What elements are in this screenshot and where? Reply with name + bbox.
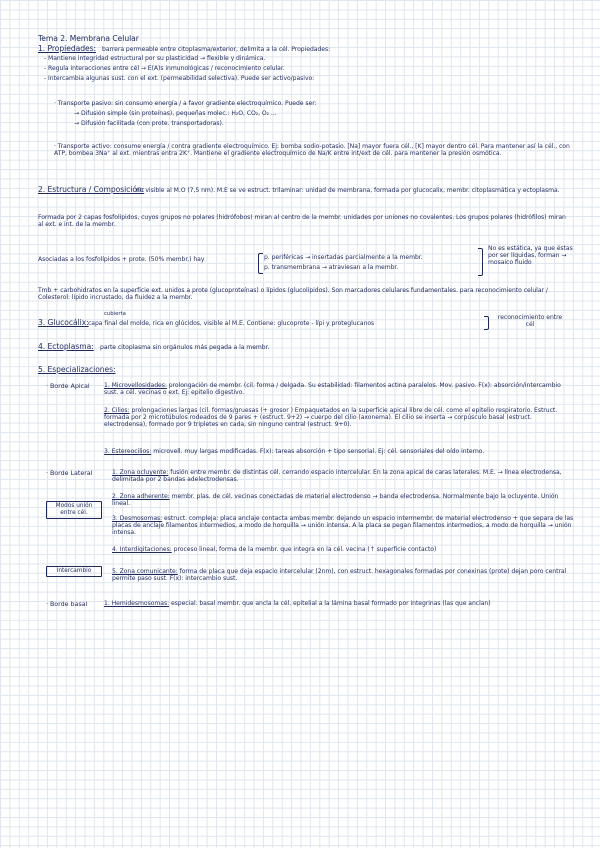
lateral-item — [112, 469, 574, 483]
section-1-bullet: - Regula interacciones entre cél → E(A)s inmunológicas / reconocimiento celular. — [44, 65, 285, 72]
basal-item-text: especial. basal membr. que ancla la cél. epitelial a la lámina basal formado por integrinas (las que anclan) — [170, 600, 491, 607]
lateral-item-name: 2. Zona adherente: — [112, 493, 170, 500]
glucocalix-annotation: cubierta — [104, 311, 126, 317]
basal-item-name: 1. Hemidesmosomas: — [104, 600, 170, 607]
section-1-intro: barrera permeable entre citoplasma/exterior, delimita a la cél. Propiedades: — [102, 46, 331, 53]
apical-item-text: microvell. muy largas modificadas. F(x): tareas absorción + tipo sensorial. Ej: cél. sensoriales del oído interno. — [153, 448, 485, 455]
borde-lateral-label: · Borde Lateral — [46, 469, 93, 477]
apical-item — [104, 448, 574, 455]
section-4-heading: 4. Ectoplasma: — [38, 342, 94, 351]
apical-item — [104, 382, 574, 396]
borde-basal-label: · Borde basal — [46, 600, 88, 608]
lateral-item — [112, 568, 574, 582]
lateral-item-text: forma de placa que deja espacio intercelular (2nm), con estruct. hexagonales formadas por conexinas (prote) dejan poro central permite paso sust. F(x): intercambio sust. — [112, 568, 567, 583]
glucocalix-note: reconocimiento entre cél — [497, 314, 563, 329]
mosaic-brace — [478, 248, 483, 276]
page-title: Tema 2. Membrana Celular — [38, 34, 139, 43]
section-5-heading: 5. Especializaciones: — [38, 365, 116, 374]
lateral-item-text: membr. plas. de cél. vecinas conectadas de material electrodenso → banda electrodensa. Normalmente bajo la ocluyente. Unión lineal. — [112, 493, 559, 508]
proteins-lead: Asociadas a los fosfolípidos + prote. (50% membr.) hay — [38, 256, 205, 263]
lateral-item — [112, 493, 574, 507]
section-4-text: parte citoplasma sin orgánulos más pegada a la membr. — [100, 344, 270, 351]
transport-pasivo: · Transporte pasivo: sin consumo energía / a favor gradiente electroquímico. Puede ser: — [54, 100, 317, 107]
section-2-intro: no visible al M.O (7,5 nm). M.E se ve estruct. trilaminar: unidad de membrana, formada por glucocalix, membr. citoplasmática y ectoplasma. — [136, 187, 560, 194]
apical-item-name: 1. Microvellosidades: — [104, 382, 167, 389]
lateral-item — [112, 515, 574, 537]
section-2-p2: Tmb + carbohidratos en la superficie ext. unidos a prote (glucoproteínas) o lípidos (glucolípidos). Son marcadores celulares fundamentales. para reconocimiento celular / Colesterol: lípido incrustado, da fluidez a la membr. — [38, 287, 548, 302]
basal-item — [104, 600, 574, 607]
section-1-bullet: - Intercambia algunas sust. con el ext. (permeabilidad selectiva). Puede ser activo/pasivo: — [44, 75, 315, 82]
apical-item — [104, 407, 574, 429]
mosaic-note: No es estática, ya que éstas por ser líquidas, forman → mosaico fluido — [488, 245, 573, 267]
section-1-bullet: - Mantiene integridad estructural por su plasticidad → flexible y dinámica. — [44, 55, 266, 62]
lateral-item-text: estruct. compleja: placa anclaje contacta ambas membr. dejando un espacio intermembr. de material electrodenso + que separa de las placas de anclaje filamentos intermedios, a modo de horquilla → unión intensa. A la placa se pegan filamentos intermedios, a modo de horquilla → unión intensa. — [112, 515, 574, 537]
section-3-text: capa final del molde, rica en glúcidos, visible al M.E. Contiene: glucoprote - lípi y proteglucanos — [88, 320, 375, 327]
apical-item-text: prolongación de membr. (cil. forma / delgada. Su estabilidad: filamentos actina paralelos. Mov. pasivo. F(x): absorción/intercambio sust. a cél. vecinas o ext. Ej: epitelio digestivo. — [104, 382, 561, 397]
lateral-item-name: 4. Interdigitaciones: — [112, 546, 172, 553]
section-3-heading: 3. Glucocálix: — [38, 318, 89, 327]
apical-item-name: 2. Cilios: — [104, 407, 130, 414]
section-2-heading: 2. Estructura / Composición: — [38, 185, 145, 194]
lateral-item-name: 3. Desmosomas: — [112, 515, 163, 522]
difusion-facilitada: → Difusión facilitada (con prote. transportadoras). — [74, 120, 224, 127]
lateral-item-name: 1. Zona ocluyente: — [112, 469, 169, 476]
section-1-heading: 1. Propiedades: — [38, 44, 97, 53]
protein-brace — [258, 253, 263, 274]
lateral-item-text: fusión entre membr. de distintas cél. cerrando espacio intercelular. En la zona apical de caras laterales. M.E. → línea electrodensa, delimitada por 2 bandas adelectrodensas. — [112, 469, 562, 484]
apical-item-name: 3. Estereocilios: — [104, 448, 152, 455]
glucocalix-brace — [484, 316, 489, 330]
modos-union-box: Modos unión entre cél. — [46, 501, 102, 519]
proteins-perifericas: p. periféricas → insertadas parcialmente a la membr. — [264, 254, 423, 261]
proteins-transmembrana: p. transmembrana → atraviesan a la membr. — [264, 264, 399, 271]
section-2-p1: Formada por 2 capas fosfolípidos, cuyos grupos no polares (hidrófobos) miran al centro de la membr. unidades por uniones no covalentes. Los grupos polares (hidrófilos) miran al ext. e int. de la membr. — [38, 214, 566, 229]
apical-item-text: prolongaciones largas (cil. formas/gruesas (+ grosor ) Empaquetados en la superficie apical libre de cél. como el epitelio respiratorio. Estruct. formada por 2 microtúbulos rodeados de 9 pares + (estruct. 9+2) → cuerpo del cilio (axonema). El cilio se inserta → corpúsculo basal (estruct. electrodensa), formado por 9 tripletes en cada, sin ninguno central (estruct. 9+0). — [104, 407, 558, 429]
transport-activo: · Transporte activo: consume energía / contra gradiente electroquímico. Ej: bomba sodio-potasio. [Na] mayor fuera cél., [K] mayor dentro cél. Para mantener así la cél., con ATP, bombea 3Na⁺ al ext. mientras entra 2K⁺. Mantiene el gradiente electroquímico de Na/K entre int/ext de cél. para mantener la presión osmótica. — [54, 143, 570, 158]
borde-apical-label: · Borde Apical — [46, 382, 90, 390]
intercambio-box: Intercambio — [46, 566, 102, 577]
lateral-item — [112, 546, 574, 553]
difusion-simple: → Difusión simple (sin proteínas), pequeñas molec.: H₂O, CO₂, O₂ ... — [74, 110, 277, 117]
lateral-item-text: proceso lineal, forma de la membr. que integra en la cél. vecina (↑ superficie contacto) — [173, 546, 437, 553]
lateral-item-name: 5. Zona comunicante: — [112, 568, 178, 575]
